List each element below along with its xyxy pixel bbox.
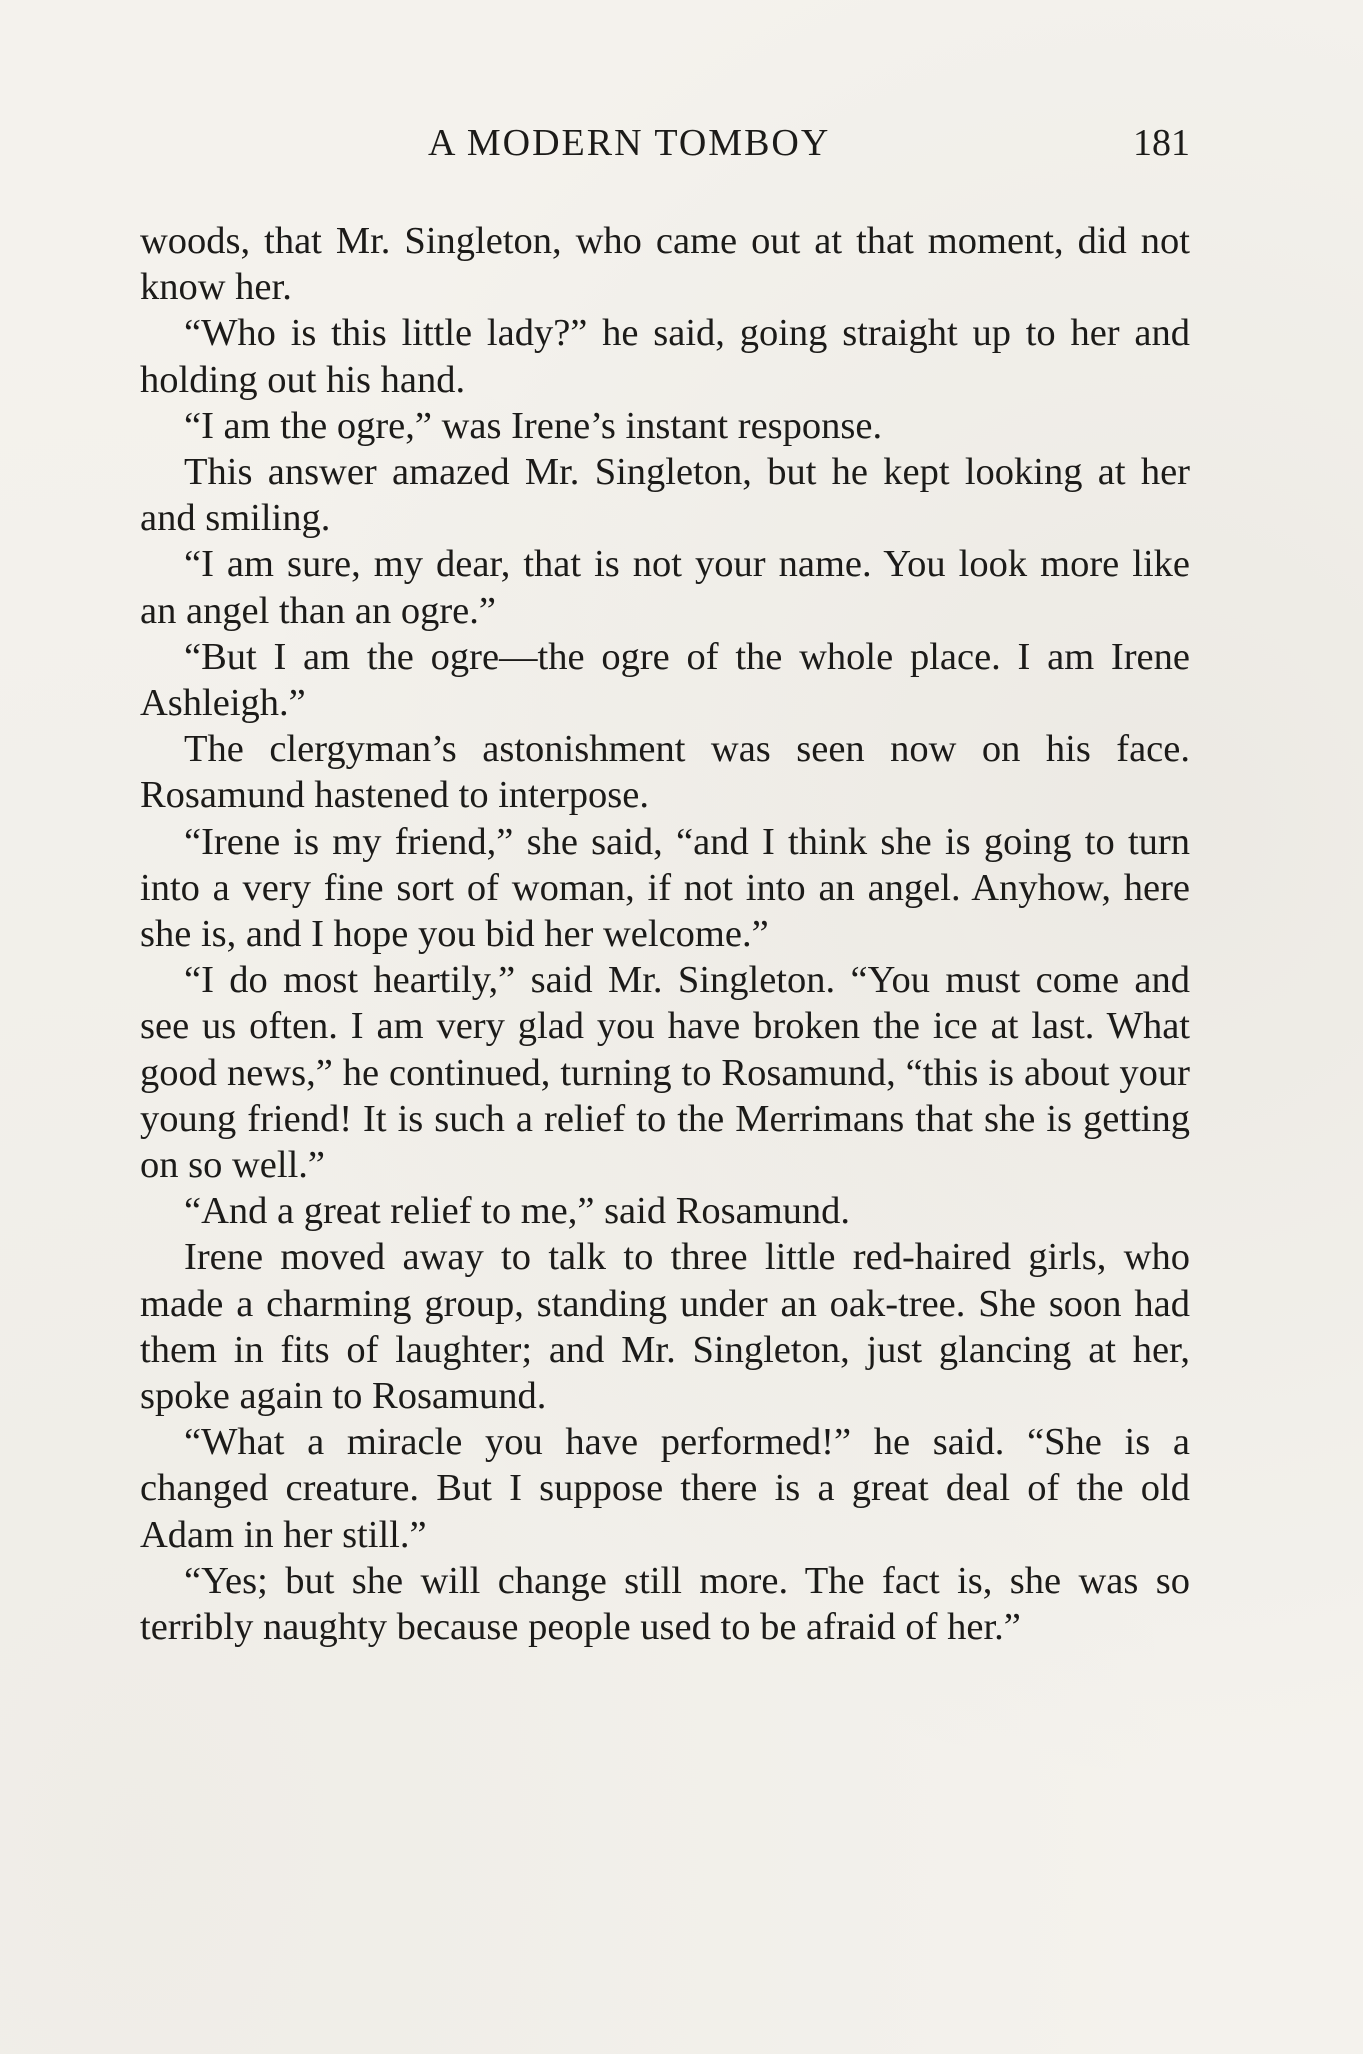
page-header (140, 118, 1190, 168)
paragraph: “What a miracle you have performed!” he said. “She is a changed creature. But I suppose there is a great deal of the old Adam in her still.” (140, 1421, 1190, 1556)
paragraph: “Who is this little lady?” he said, going straight up to her and holding out his hand. (140, 312, 1190, 401)
body-text (140, 218, 1190, 1650)
page-number: 181 (1133, 122, 1190, 164)
paragraph: “I do most heartily,” said Mr. Singleton. “You must come and see us often. I am very glad you have broken the ice at last. What good news,” he continued, turning to Rosamund, “this is about your young friend! It is such a relief to the Merrimans that she is getting on so well.” (140, 959, 1190, 1187)
paragraph: Irene moved away to talk to three little red-haired girls, who made a charming group, standing under an oak-tree. She soon had them in fits of laughter; and Mr. Singleton, just glancing at her, spoke again to Rosamund. (140, 1236, 1190, 1418)
paragraph: “And a great relief to me,” said Rosamund. (184, 1190, 851, 1233)
paragraph: “Yes; but she will change still more. The fact is, she was so terribly naughty because people used to be afraid of her.” (140, 1559, 1190, 1649)
paragraph: “But I am the ogre—the ogre of the whole place. I am Irene Ashleigh.” (140, 635, 1190, 725)
paragraph: “I am sure, my dear, that is not your name. You look more like an angel than an ogre.” (140, 543, 1190, 632)
paragraph: “Irene is my friend,” she said, “and I think she is going to turn into a very fine sort of woman, if not into an angel. Anyhow, here she is, and I hope you bid her welcome.” (140, 820, 1190, 956)
paragraph: This answer amazed Mr. Singleton, but he kept looking at her and smiling. (140, 451, 1190, 540)
paragraph: woods, that Mr. Singleton, who came out at that moment, did not know her. (140, 220, 1190, 309)
paragraph: “I am the ogre,” was Irene’s instant response. (184, 404, 883, 447)
running-title: A MODERN TOMBOY (428, 122, 831, 164)
paragraph: The clergyman’s astonishment was seen now on his face. Rosamund hastened to interpose. (140, 728, 1190, 817)
